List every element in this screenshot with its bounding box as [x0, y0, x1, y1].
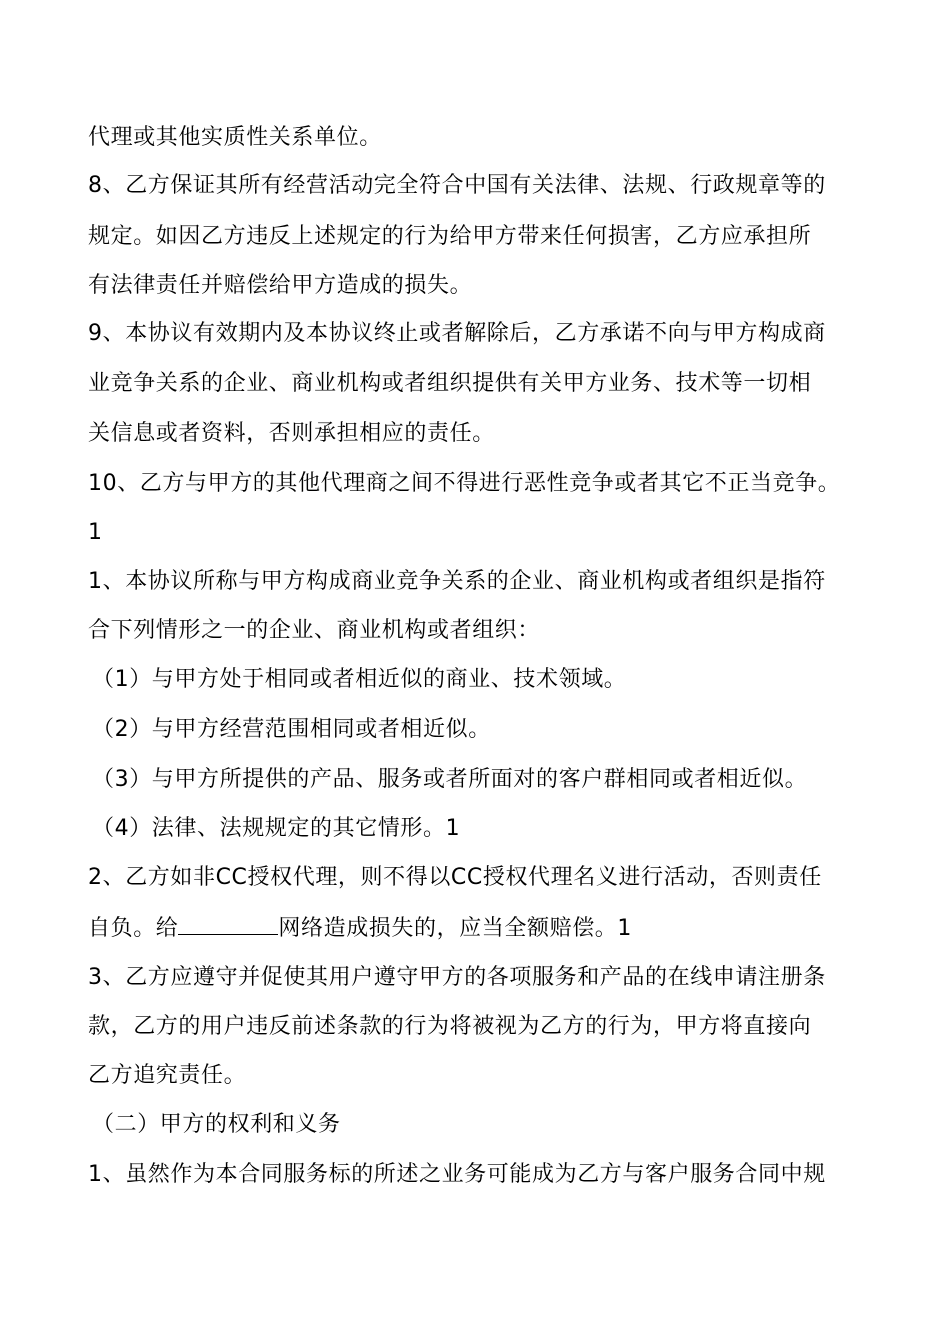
list-item-1: （1）与甲方处于相同或者相近似的商业、技术领域。 [92, 667, 627, 692]
line-text-after-blank: 网络造成损失的，应当全额赔偿。1 [278, 916, 633, 941]
clause-8-line-3: 有法律责任并赔偿给甲方造成的损失。 [88, 273, 473, 298]
clause-10-line: 10、乙方与甲方的其他代理商之间不得进行恶性竞争或者其它不正当竞争。 [88, 471, 841, 496]
clause-9-line-1: 9、本协议有效期内及本协议终止或者解除后，乙方承诺不向与甲方构成商 [88, 321, 826, 346]
sub-clause-2-line-2 [88, 912, 878, 944]
footnote-marker: 1 [88, 520, 103, 545]
clause-8-line-2: 规定。如因乙方违反上述规定的行为给甲方带来任何损害，乙方应承担所 [88, 224, 812, 249]
section-heading: （二）甲方的权利和义务 [92, 1112, 341, 1137]
sub-clause-1-line-1: 1、本协议所称与甲方构成商业竞争关系的企业、商业机构或者组织是指符 [88, 569, 826, 594]
text-line: 代理或其他实质性关系单位。 [88, 125, 382, 150]
list-item-3: （3）与甲方所提供的产品、服务或者所面对的客户群相同或者相近似。 [92, 767, 808, 792]
list-item-2: （2）与甲方经营范围相同或者相近似。 [92, 717, 491, 742]
sub-clause-2-line-1: 2、乙方如非CC授权代理，则不得以CC授权代理名义进行活动，否则责任 [88, 865, 822, 890]
clause-9-line-3: 关信息或者资料，否则承担相应的责任。 [88, 421, 495, 446]
clause-8-line-1: 8、乙方保证其所有经营活动完全符合中国有关法律、法规、行政规章等的 [88, 173, 826, 198]
line-text-before-blank: 自负。给 [88, 916, 179, 941]
fill-in-blank[interactable] [178, 912, 278, 935]
sub-clause-1-line-2: 合下列情形之一的企业、商业机构或者组织： [88, 618, 541, 643]
party-a-clause-1-line-1: 1、虽然作为本合同服务标的所述之业务可能成为乙方与客户服务合同中规 [88, 1162, 826, 1187]
clause-9-line-2: 业竞争关系的企业、商业机构或者组织提供有关甲方业务、技术等一切相 [88, 371, 812, 396]
list-item-4: （4）法律、法规规定的其它情形。1 [92, 816, 461, 841]
sub-clause-3-line-2: 款，乙方的用户违反前述条款的行为将被视为乙方的行为，甲方将直接向 [88, 1014, 812, 1039]
sub-clause-3-line-1: 3、乙方应遵守并促使其用户遵守甲方的各项服务和产品的在线申请注册条 [88, 965, 826, 990]
sub-clause-3-line-3: 乙方追究责任。 [88, 1063, 247, 1088]
